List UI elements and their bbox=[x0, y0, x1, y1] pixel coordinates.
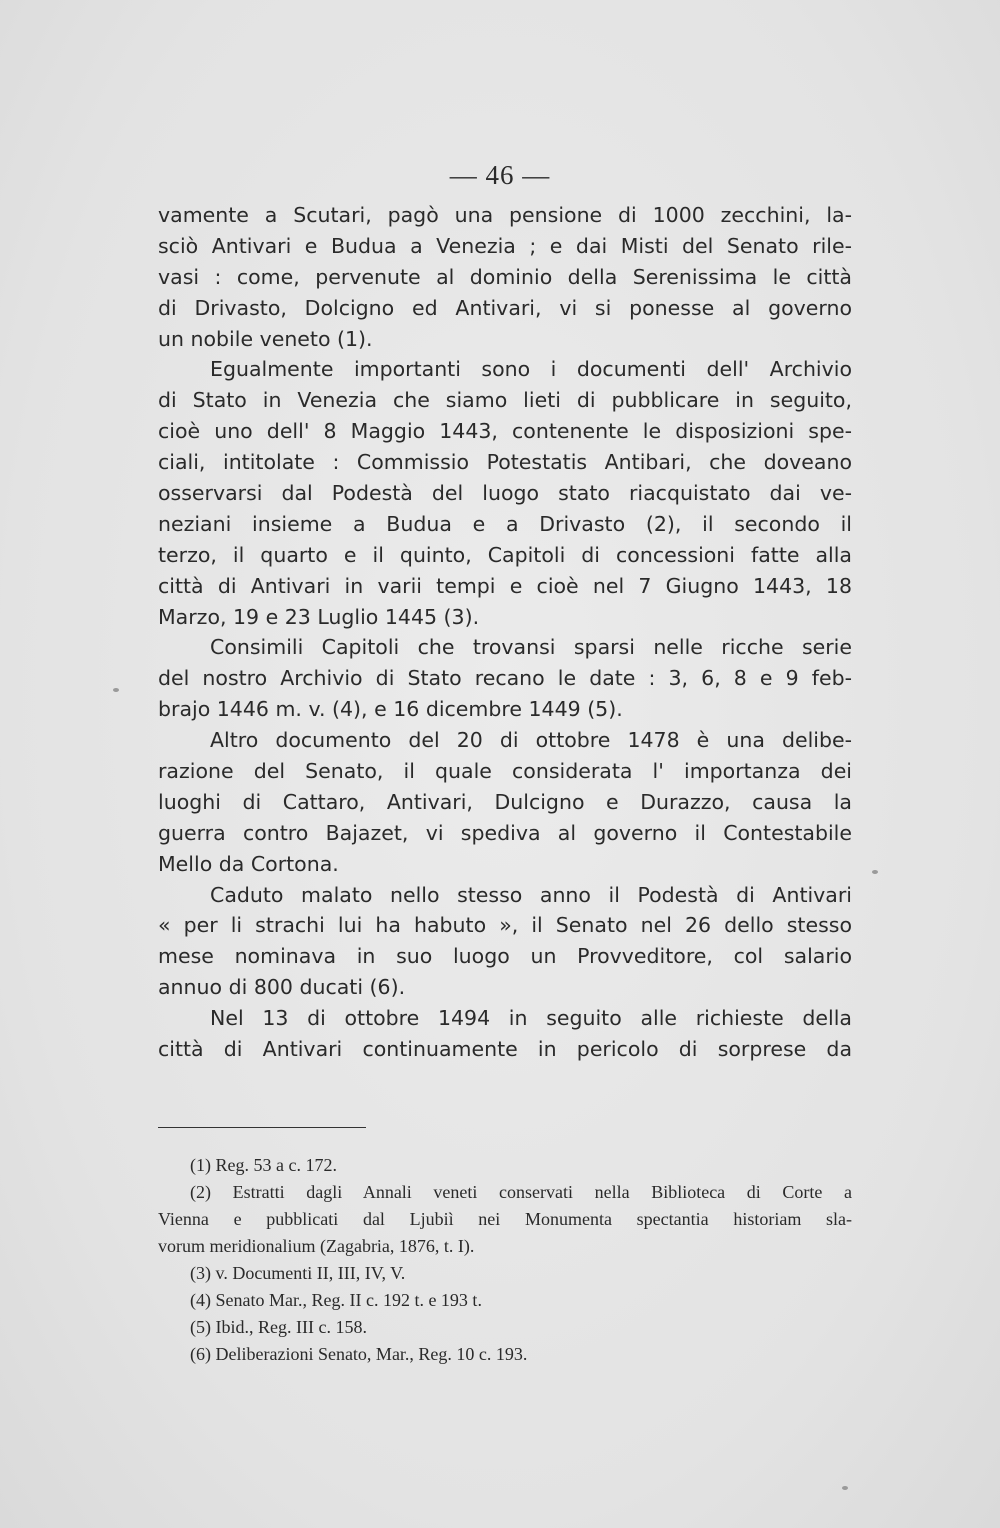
text-line: « per li strachi lui ha habuto », il Senato nel 26 dello stesso bbox=[158, 913, 852, 938]
footnote-separator bbox=[158, 1127, 366, 1128]
footnote-line: (4) Senato Mar., Reg. II c. 192 t. e 193 t. bbox=[190, 1290, 482, 1310]
text-line: Nel 13 di ottobre 1494 in seguito alle richieste della bbox=[210, 1006, 852, 1031]
text-line: terzo, il quarto e il quinto, Capitoli di concessioni fatte alla bbox=[158, 542, 852, 567]
text-line: Caduto malato nello stesso anno il Podestà di Antivari bbox=[210, 882, 852, 907]
text-line: vamente a Scutari, pagò una pensione di 1000 zecchini, la- bbox=[158, 203, 852, 227]
footnote-line: vorum meridionalium (Zagabria, 1876, t. I). bbox=[158, 1236, 475, 1256]
paper-speck bbox=[113, 688, 119, 692]
text-line: Altro documento del 20 di ottobre 1478 è una delibe- bbox=[210, 728, 852, 753]
text-line: vasi : come, pervenute al dominio della Serenissima le città bbox=[158, 264, 852, 289]
text-line: del nostro Archivio di Stato recano le date : 3, 6, 8 e 9 feb- bbox=[158, 666, 852, 691]
text-line: Egualmente importanti sono i documenti dell' Archivio bbox=[210, 357, 852, 382]
footnote-line: (3) v. Documenti II, III, IV, V. bbox=[190, 1263, 406, 1283]
footnote-line: (2) Estratti dagli Annali veneti conservati nella Biblioteca di Corte a bbox=[190, 1182, 852, 1202]
text-line: Consimili Capitoli che trovansi sparsi nelle ricche serie bbox=[210, 635, 852, 660]
paper-speck bbox=[872, 870, 878, 874]
text-line: cioè uno dell' 8 Maggio 1443, contenente le disposizioni spe- bbox=[158, 419, 852, 444]
text-line: osservarsi dal Podestà del luogo stato riacquistato dai ve- bbox=[158, 481, 852, 506]
text-line: Mello da Cortona. bbox=[158, 851, 339, 876]
text-line: di Stato in Venezia che siamo lieti di pubblicare in seguito, bbox=[158, 388, 852, 413]
text-line: neziani insieme a Budua e a Drivasto (2), il secondo il bbox=[158, 511, 852, 536]
footnote-line: (6) Deliberazioni Senato, Mar., Reg. 10 c. 193. bbox=[190, 1344, 528, 1364]
text-line: di Drivasto, Dolcigno ed Antivari, vi si ponesse al governo bbox=[158, 295, 852, 320]
page-number: — 46 — bbox=[449, 160, 551, 190]
text-line: Marzo, 19 e 23 Luglio 1445 (3). bbox=[158, 604, 480, 629]
footnote-line: Vienna e pubblicati dal Ljubiì nei Monumenta spectantia historiam sla- bbox=[158, 1209, 852, 1229]
text-line: razione del Senato, il quale considerata l' importanza dei bbox=[158, 759, 852, 784]
text-line: annuo di 800 ducati (6). bbox=[158, 975, 406, 1000]
footnote-line: (1) Reg. 53 a c. 172. bbox=[190, 1155, 337, 1175]
footnote-line: (5) Ibid., Reg. III c. 158. bbox=[190, 1317, 367, 1337]
paper-speck bbox=[842, 1486, 848, 1490]
text-line: città di Antivari continuamente in pericolo di sorprese da bbox=[158, 1037, 852, 1062]
footnotes bbox=[158, 1152, 852, 1368]
text-line: sciò Antivari e Budua a Venezia ; e dai Misti del Senato rile- bbox=[158, 233, 852, 258]
text-line: città di Antivari in varii tempi e cioè nel 7 Giugno 1443, 18 bbox=[158, 573, 852, 598]
text-line: guerra contro Bajazet, vi spediva al governo il Contestabile bbox=[158, 820, 852, 845]
text-line: brajo 1446 m. v. (4), e 16 dicembre 1449 (5). bbox=[158, 697, 623, 722]
text-line: un nobile veneto (1). bbox=[158, 326, 373, 351]
text-line: ciali, intitolate : Commissio Potestatis Antibari, che doveano bbox=[158, 450, 852, 475]
text-line: mese nominava in suo luogo un Provveditore, col salario bbox=[158, 944, 852, 969]
body-text bbox=[158, 200, 852, 1065]
text-line: luoghi di Cattaro, Antivari, Dulcigno e Durazzo, causa la bbox=[158, 789, 852, 814]
